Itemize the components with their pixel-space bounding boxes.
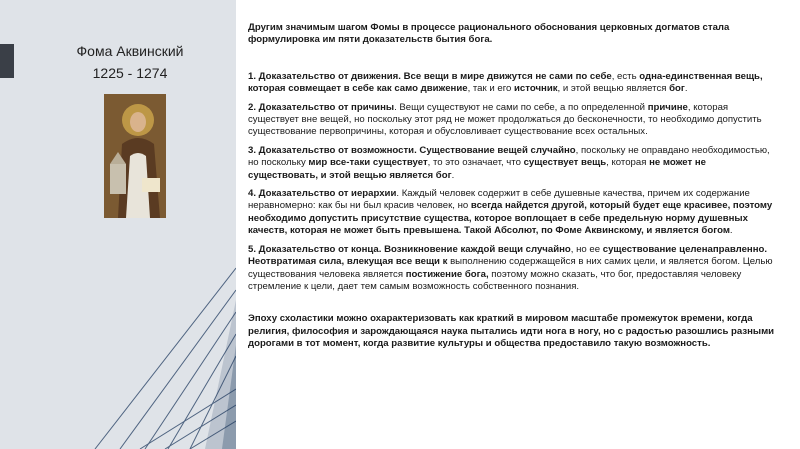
proof-3-text: существует вещь bbox=[523, 157, 607, 169]
proof-2-heading: 2. Доказательство от причины bbox=[248, 101, 395, 113]
proof-1-text: бог bbox=[669, 83, 685, 95]
proof-5-text: выполнению содержащейся в них самих цели, и является богом. Целью существования человека является bbox=[248, 256, 773, 280]
proof-5-text: поэтому можно сказать, что бог, предоставляя человеку стремление к цели, дает тем самым возможность собственного познания. bbox=[248, 268, 742, 292]
proof-5-text: постижение бога, bbox=[405, 268, 489, 280]
proof-3-text: мир все-таки существует bbox=[308, 157, 428, 169]
proof-1-heading: 1. Доказательство от движения bbox=[248, 70, 399, 82]
proof-1-text: , есть bbox=[611, 70, 640, 82]
proof-5-text: . Возникновение каждой вещи случайно bbox=[378, 243, 571, 255]
proof-3-heading: 3. Доказательство от возможности bbox=[248, 144, 415, 156]
proof-4-text: всегда найдется другой, который будет еще красивее, поэтому необходимо допустить присутствие существа, которое воплощает в себе предельную норму душевных качеств, которая не может быть превышена. Такой Абсолют, по Фоме Аквинскому, и является богом bbox=[248, 200, 773, 237]
proof-3-text: . bbox=[451, 169, 455, 181]
proof-3-text: , поскольку не оправдано необходимостью, но поскольку bbox=[248, 144, 770, 169]
proof-5 bbox=[248, 244, 778, 294]
thomas-aquinas-portrait bbox=[104, 94, 166, 218]
proof-2-text: . Вещи существуют не сами по себе, а по определенной bbox=[394, 101, 648, 113]
proof-4-heading: 4. Доказательство от иерархии bbox=[248, 188, 397, 200]
proof-1 bbox=[248, 71, 778, 96]
proof-2 bbox=[248, 102, 778, 139]
portrait-years: 1225 - 1274 bbox=[92, 65, 168, 81]
main-text bbox=[248, 22, 778, 351]
proof-1-text: , так и его bbox=[467, 83, 515, 95]
intro-paragraph: Другим значимым шагом Фомы в процессе рационального обоснования церковных догматов стала формулировка им пяти доказательств бытия бога. bbox=[248, 22, 730, 46]
proof-2-text: причине bbox=[647, 101, 688, 113]
proof-5-text: , но ее bbox=[570, 243, 603, 255]
proof-1-text: , и этой вещью является bbox=[557, 83, 670, 95]
proof-4-text: . bbox=[729, 225, 733, 237]
proof-3-text: , которая bbox=[606, 157, 650, 169]
proof-1-text: . Все вещи в мире движутся не сами по себе bbox=[398, 70, 612, 82]
proof-5-heading: 5. Доказательство от конца bbox=[248, 243, 379, 255]
outro-paragraph: Эпоху схоластики можно охарактеризовать как краткий в мировом масштабе промежуток времени, когда религия, философия и зарождающаяся наука пытались идти нога в ногу, но с радостью разошлись разными дорогами в тот момент, когда развитие культуры и общества предоставило такую возможность. bbox=[248, 313, 775, 350]
proof-3-text: . Существование вещей случайно bbox=[414, 144, 576, 156]
portrait-name: Фома Аквинский bbox=[76, 43, 184, 59]
proof-5-text: существование целенаправленно bbox=[602, 243, 765, 255]
proof-1-text: одна-единственная вещь bbox=[639, 70, 760, 82]
proof-5-text: . Неотвратимая сила, влекущая все вещи к bbox=[248, 243, 768, 268]
proof-1-text: , которая совмещает в себе как само движение bbox=[248, 70, 763, 95]
proof-2-text: , которая существует вне вещей, но поскольку этот ряд не может продолжаться до бесконечности, то необходимо допустить существование первопричины, которая и обусловливает существование всех остальных. bbox=[248, 101, 762, 138]
proof-4-text: . Каждый человек содержит в себе душевные качества, причем их содержание неравномерно: как бы ни был красив человек, но bbox=[248, 188, 750, 212]
proof-4 bbox=[248, 188, 778, 238]
proof-1-text: источник bbox=[514, 83, 558, 95]
proof-1-text: . bbox=[684, 83, 688, 95]
proof-3-text: не может не существовать, и этой вещью является бог bbox=[248, 157, 706, 181]
proof-3-text: , то это означает, что bbox=[427, 157, 524, 169]
portrait-caption bbox=[60, 40, 200, 84]
proof-3 bbox=[248, 145, 778, 182]
